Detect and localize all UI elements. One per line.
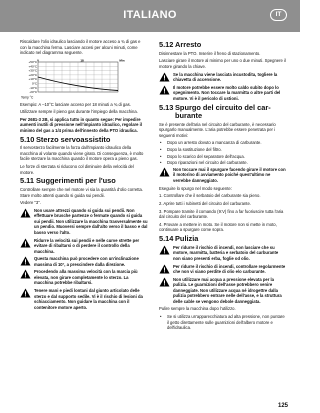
warning-icon	[159, 167, 173, 184]
s512-paragraph-1: Disinnestare la PTO. Inserire il freno di stazionamento.	[159, 50, 261, 56]
chart-x-tick-label: Min	[119, 58, 125, 63]
right-column	[159, 39, 287, 332]
warning-text: Questa macchina può procedere con un'inclinazione massima di 10°, a prescindere dalla direzione.	[34, 256, 139, 267]
s510-paragraph-1: Il servosterzo facilmente la forza dall'impianto idraulico della macchina al volante quando viene girato. Di conseguenza, è molto facile sterzare la macchina quando il motore opera a pieno gas.	[20, 145, 144, 162]
section-heading-5-11	[20, 177, 148, 185]
list-item-text: Dopo lo scarico del separatore dell'acqua.	[167, 153, 245, 159]
warning-block	[20, 256, 148, 267]
step-item: 4. Provare a mettere in moto. Se il motore non si mette in moto, continuare a spurgare come sopra.	[159, 221, 277, 233]
warning-icon	[20, 256, 34, 267]
warning-icon	[20, 288, 34, 310]
s511-paragraph-1: Controllare sempre che nel motore vi sia la quantità d'olio corretta. Stare molto attenti quando si guida sui pendii.	[20, 187, 143, 198]
intro-paragraph: Riscaldare l'olio idraulico lasciando il motore acceso a ¾ di gas e con la macchina ferma. Lasciare accesi per alcuni minuti, come indicato nel diagramma seguente.	[20, 39, 141, 55]
section-title: Pulizia	[175, 234, 199, 244]
warning-text: Non toccare mai il spurgare facendo girare il motore con il motorino di avviamento poiché quest'ultimo ne verrebbe danneggiato.	[173, 166, 286, 183]
warning-block	[159, 167, 287, 184]
warning-text: Per ridurre il rischio di incendi, controllare regolarmente che non vi siano perdite di olio e/o carburante.	[173, 263, 286, 275]
bullet-dot: •	[160, 153, 162, 159]
section-number: 5.14	[159, 234, 174, 244]
step-list	[159, 193, 287, 233]
chart-footer-label: Temp °C	[21, 95, 34, 99]
warning-block	[159, 245, 287, 262]
bullet-dot: •	[160, 160, 162, 166]
left-column	[20, 39, 148, 312]
section-heading-5-10	[20, 136, 148, 144]
list-item	[159, 147, 287, 153]
warning-icon	[159, 85, 173, 102]
warning-block	[159, 277, 287, 305]
section-heading-5-12	[159, 41, 287, 49]
chart-y-tick-label: 0°C	[31, 81, 37, 86]
chart-y-tick-label: -20°C	[29, 89, 37, 94]
language-badge: IT	[270, 9, 287, 21]
warning-block	[20, 238, 148, 255]
step-item: 1. Controllare che il serbatoio del carburante sia pieno.	[159, 193, 261, 199]
warmup-chart	[20, 59, 130, 100]
chart-y-tick-label: +10°C	[28, 76, 37, 81]
chart-y-tick-label: +40°C	[28, 63, 37, 68]
chart-y-tick-label: -10°C	[29, 85, 37, 90]
warmup-chart-svg	[20, 59, 130, 100]
section-number: 5.10	[20, 134, 35, 144]
use-paragraph: Utilizzare sempre il pieno gas durante l'impiego della macchina.	[20, 109, 138, 115]
warning-text: Tenere mani e piedi lontani dal giunto articolato delle sterzo e dal supporto sedile. Vi è il rischio di lesioni da schiacciamento. Non guidare la macchina con il contenitore motore aperto.	[34, 288, 143, 310]
section-heading-5-14	[159, 235, 287, 243]
s513-paragraph-1: Se è presente dell'aria nel circuito del carburante, è necessario spurgarlo manualmente. L'aria potrebbe essere penetrata per i seguenti motivi:	[159, 121, 276, 138]
warning-block	[20, 208, 148, 236]
section-title-cont: burante	[175, 110, 203, 120]
warning-text: Ridurre la velocità sui pendii e nelle curve strette per evitare di ribaltarsi o di perdere il controllo della macchina.	[34, 237, 140, 254]
section-heading-5-13	[159, 104, 287, 120]
section-number: 5.13	[159, 102, 174, 112]
list-item-text: Se si utilizza un'apparecchiatura ad alta pressione, non puntare il getto direttamente sulle guarnizioni dell'albero motore e dell'idraulica.	[167, 314, 285, 331]
page-number: 125	[277, 403, 288, 409]
warning-block	[20, 288, 148, 310]
warning-block	[159, 264, 287, 275]
section-title: Arresto	[175, 40, 202, 49]
warning-block	[159, 85, 287, 102]
bullet-list	[159, 314, 287, 331]
section-title: Sterzo servoassistito	[36, 134, 111, 144]
bold-note-paragraph: Per 2681-3 2B, si applica tutto in quanto segue: Per impedire aumenti inutili di pressione nell'impianto idraulico, regolare il minimo del gas a 1/4 prima dell'innesto della PTO idraulica.	[20, 116, 142, 133]
warning-text: Il motore potrebbe essere molto caldo subito dopo lo spegnimento. Non toccare la marmitta o altre parti del motore. Vi è il pericolo di ustioni.	[173, 84, 281, 101]
warning-icon	[159, 264, 173, 275]
s512-paragraph-2: Lasciare girare il motore al minimo per uno o due minuti. Spegnere il motore girando la chiave.	[159, 58, 286, 69]
warning-list	[20, 208, 148, 310]
bullet-list	[159, 140, 287, 166]
list-item	[159, 314, 287, 331]
warning-icon	[20, 208, 34, 236]
section-number: 5.11	[20, 176, 34, 186]
warning-icon	[20, 269, 34, 286]
bullet-dot: •	[160, 146, 162, 152]
step-item: 3. Pompare tramite il comando (9:V) fino a far fuoriuscire tutta l'aria dal circuito del carburante.	[159, 208, 284, 220]
warning-icon	[159, 277, 173, 305]
warning-text: Procedendo alla massima velocità con la marcia più elevata, non girare completamente lo sterzo. La macchina potrebbe ribaltarsi.	[34, 269, 138, 286]
chart-x-tick-label: 0	[37, 58, 39, 63]
bullet-dot: •	[160, 140, 162, 146]
list-item	[159, 160, 287, 166]
list-item	[159, 154, 287, 160]
chart-y-tick-label: +30°C	[28, 68, 37, 73]
section-title: Spurgo del circuito del car-	[175, 102, 271, 112]
section-title: Suggerimenti per l'uso	[36, 176, 116, 186]
chart-x-tick-label: 18	[80, 58, 84, 63]
bullet-dot: •	[160, 314, 162, 320]
list-item-text: Dopo la sostituzione del filtro.	[167, 146, 222, 152]
s511-paragraph-2: Vedere "3".	[20, 200, 41, 206]
example-paragraph: Esempio: A –10°C lasciare acceso per 18 minuti a ¾ di gas.	[20, 101, 131, 107]
list-item-text: Dopo riparazioni nel circuito del carburante.	[167, 160, 248, 166]
warning-text: Non utilizzare mai acqua a pressione elevata per la pulizia. Le guarnizioni dell'asse potrebbero venire danneggiate. Non utilizzare acqua né idrogettre dalla pulizia potrebbero entrare nelle dell'asse, e la struttura delle cable se vengono debole danneggiata.	[173, 276, 282, 304]
page-header	[0, 0, 300, 32]
chart-y-tick-label: +20°C	[28, 72, 37, 77]
section-number: 5.12	[159, 40, 174, 49]
page-title: ITALIANO	[123, 9, 177, 21]
step-item: 2. Aprire tutti i rubinetti del circuito del carburante.	[159, 201, 251, 207]
list-item	[159, 140, 287, 146]
warning-block	[159, 72, 287, 83]
s514-paragraph-1: Pulire sempre la macchina dopo l'utilizzo.	[159, 306, 236, 312]
s513-paragraph-2: Eseguire lo spurgo nel modo seguente:	[159, 185, 232, 191]
warning-icon	[20, 238, 34, 255]
warning-icon	[159, 245, 173, 262]
warning-icon	[159, 72, 173, 83]
warning-text: Se la macchina viene lasciata incustodita, togliere la chiavetta di accensione.	[173, 71, 278, 83]
list-item-text: Dopo un arresto dovuto a mancanza di carburante.	[167, 140, 262, 146]
s510-paragraph-2: Le forze di sterzata si riducono col diminuire della velocità del motore.	[20, 164, 134, 175]
warning-block	[20, 269, 148, 286]
warning-text: Per ridurre il rischio di incendi, non lasciare che su motore, marmitta, batteria e serbatoio del carburante non siano presenti erba, foglie od olio.	[173, 244, 279, 261]
chart-y-tick-label: +50°C	[28, 59, 37, 64]
warning-text: Non usare attrezzi quando si guida sui pendii. Non effettuare brusche partenze o fermate quando si guida sui pendii. Non utilizzare la macchina trasversalmente su un pendio. Muoversi sempre dall'alto verso il basso e dal basso verso l'alto.	[34, 207, 148, 235]
